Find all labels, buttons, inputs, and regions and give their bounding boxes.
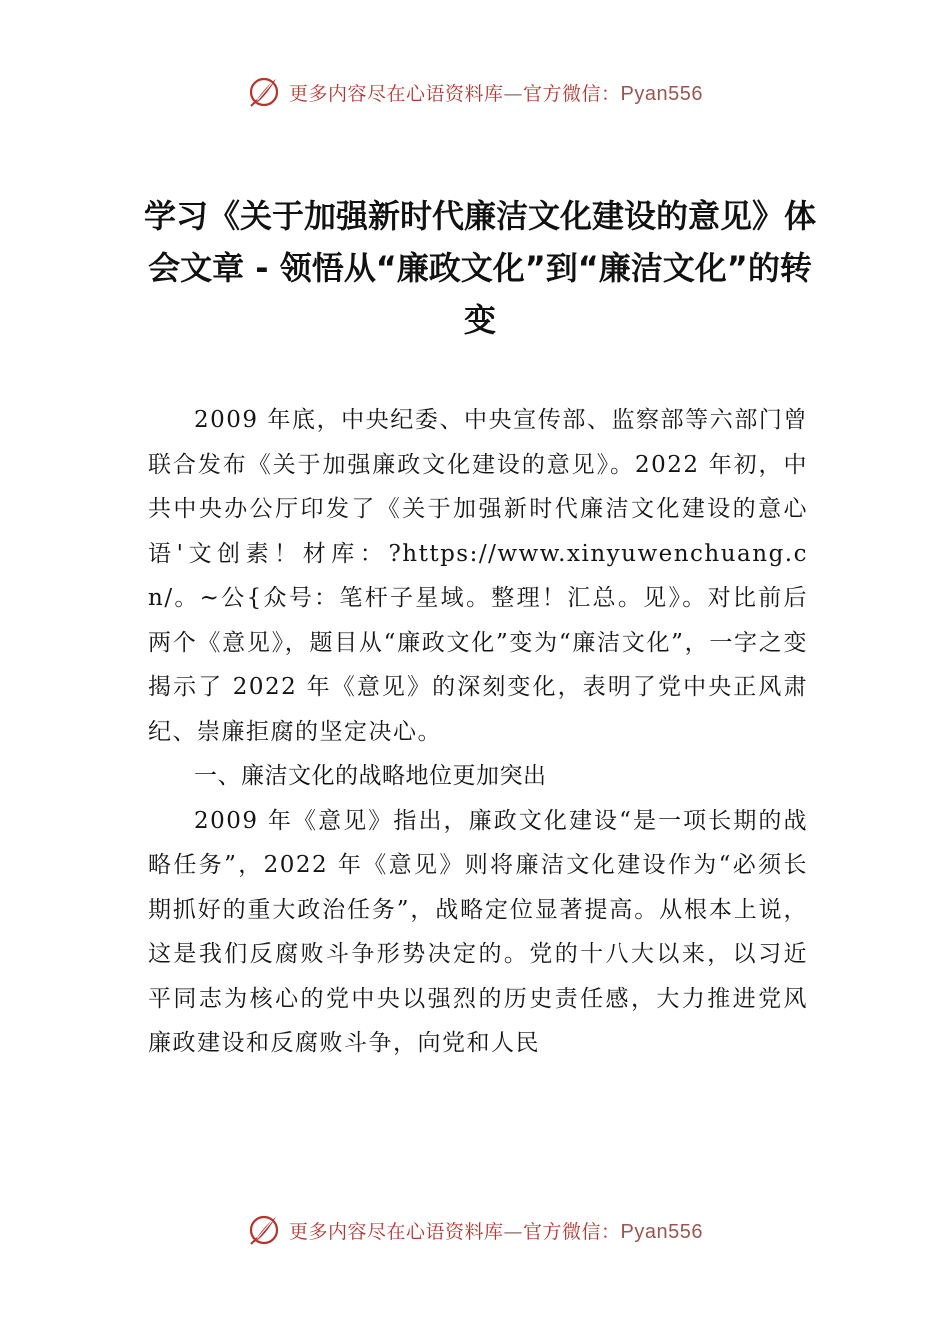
watermark-code: Pyan556 (620, 1220, 703, 1243)
footer-watermark (0, 1210, 950, 1250)
section-paragraph: 2009 年《意见》指出，廉政文化建设“是一项长期的战略任务”，2022 年《意见》则将廉洁文化建设作为“必须长期抓好的重大政治任务”，战略定位显著提高。从根本上说，这是我们反腐败斗争形势决定的。党的十八大以来，以习近平同志为核心的党中央以强烈的历史责任感，大力推进党风廉政建设和反腐败斗争，向党和人民 (148, 807, 808, 1056)
intro-paragraph: 2009 年底，中央纪委、中央宣传部、监察部等六部门曾联合发布《关于加强廉政文化建设的意见》。2022 年初，中共中央办公厅印发了《关于加强新时代廉洁文化建设的意心语'文创素！材库：?https://www.xinyuwenchuang.cn/。~公{众号：笔杆子星域。整理！汇总。见》。对比前后两个《意见》，题目从“廉政文化”变为“廉洁文化”，一字之变揭示了 2022 年《意见》的深刻变化，表明了党中央正风肃纪、崇廉拒腐的坚定决心。 (148, 407, 808, 745)
watermark-text: 更多内容尽在心语资料库 (289, 82, 504, 105)
watermark-text: 更多内容尽在心语资料库 (289, 1220, 504, 1243)
watermark-separator: — (503, 1220, 524, 1243)
watermark-code: Pyan556 (620, 82, 703, 105)
watermark-label: 官方微信： (523, 82, 621, 105)
watermark-text-group (289, 1217, 703, 1244)
section-heading: 一、廉洁文化的战略地位更加突出 (194, 763, 547, 789)
document-body (148, 398, 808, 1066)
feather-pen-logo-icon (247, 1213, 281, 1247)
feather-pen-logo-icon (247, 75, 281, 109)
watermark-separator: — (503, 82, 524, 105)
watermark-text-group (289, 79, 703, 106)
watermark-label: 官方微信： (523, 1220, 621, 1243)
header-watermark (0, 72, 950, 112)
document-title: 学习《关于加强新时代廉洁文化建设的意见》体会文章 - 领悟从“廉政文化”到“廉洁文化”的转变 (143, 197, 816, 339)
